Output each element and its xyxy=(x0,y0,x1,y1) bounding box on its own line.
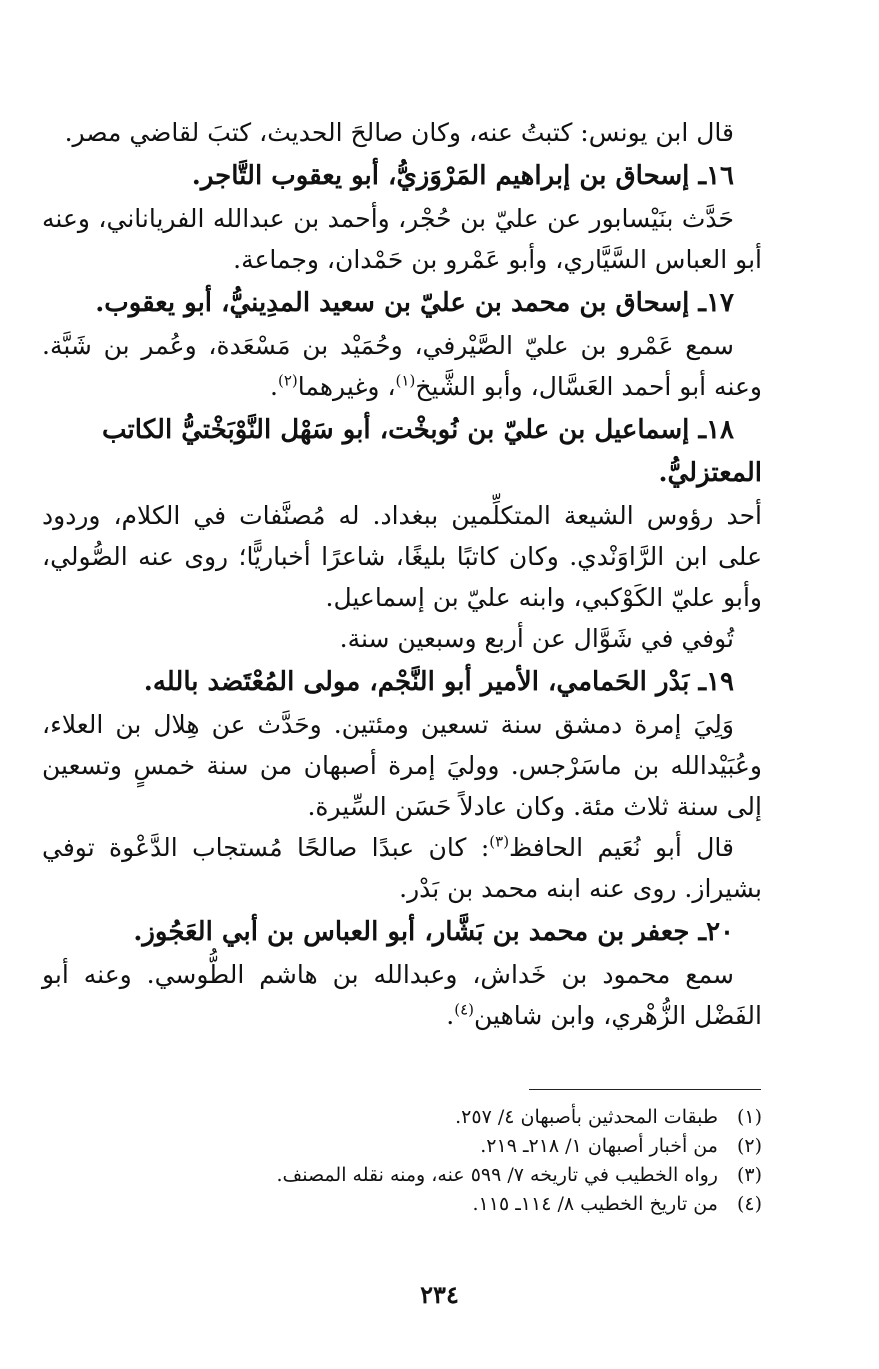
entry-body-17-text-2: ، وغيرهما xyxy=(297,372,396,401)
entry-heading-18: ١٨ـ إسماعيل بن عليّ بن نُوبخْت، أبو سَهْل النَّوْبَخْتيُّ الكاتب المعتزليُّ. xyxy=(102,415,762,488)
entry-body-19-quote-text: قال أبو نُعَيم الحافظ xyxy=(509,833,734,862)
footnote-text-1: طبقات المحدثين بأصبهان ٤/ ٢٥٧. xyxy=(455,1106,718,1128)
footnote-mark-2: (٢) xyxy=(736,1135,762,1157)
footnote-3 xyxy=(102,1161,762,1190)
entry-body-19-quote xyxy=(42,827,762,909)
entry-heading-19: ١٩ـ بَدْر الحَمامي، الأمير أبو النَّجْم، مولى المُعْتَضد بالله. xyxy=(143,667,734,697)
footnote-2 xyxy=(102,1132,762,1161)
entry-body-20-text-2: . xyxy=(446,1001,455,1030)
footnote-ref-3[interactable]: (٣) xyxy=(489,832,510,851)
entry-body-20 xyxy=(42,954,762,1036)
footnote-mark-3: (٣) xyxy=(736,1164,762,1186)
entry-heading-20: ٢٠ـ جعفر بن محمد بن بَشَّار، أبو العباس بن أبي العَجُوز. xyxy=(133,917,734,947)
footnote-ref-1[interactable]: (١) xyxy=(395,371,416,390)
footnotes xyxy=(102,1103,762,1219)
entry-body-17-text-3: . xyxy=(270,372,278,401)
entry-body-18-death: تُوفي في شَوَّال عن أربع وسبعين سنة. xyxy=(339,624,734,653)
entry-body-16: حَدَّث بنَيْسابور عن عليّ بن حُجْر، وأحمد بن عبدالله الفرياناني، وعنه أبو العباس السَّيَّاري، وأبو عَمْرو بن حَمْدان، وجماعة. xyxy=(42,204,762,274)
entry-heading-17: ١٧ـ إسحاق بن محمد بن عليّ بن سعيد المدِينيُّ، أبو يعقوب. xyxy=(95,288,734,318)
page-body xyxy=(42,112,762,1036)
footnote-text-4: من تاريخ الخطيب ٨/ ١١٤ـ ١١٥. xyxy=(472,1193,718,1215)
entry-body-17-text: سمع عَمْرو بن عليّ الصَّيْرفي، وحُمَيْد بن مَسْعَدة، وعُمر بن شَبَّة. وعنه أبو أحمد العَسَّال، وأبو الشَّيخ xyxy=(42,331,762,401)
paragraph-ibn-yunus: قال ابن يونس: كتبتُ عنه، وكان صالحَ الحديث، كتبَ لقاضي مصر. xyxy=(64,118,734,147)
footnote-text-2: من أخبار أصبهان ١/ ٢١٨ـ ٢١٩. xyxy=(480,1135,718,1157)
footnote-ref-4[interactable]: (٤) xyxy=(454,1000,475,1019)
footnote-4 xyxy=(102,1190,762,1219)
footnote-separator xyxy=(529,1089,761,1090)
entry-body-19: وَلِيَ إمرة دمشق سنة تسعين ومئتين. وحَدَّث عن هِلال بن العلاء، وعُبَيْدالله بن ماسَرْجس. ووليَ إمرة أصبهان من سنة خمسٍ وتسعين إلى سنة ثلاث مئة. وكان عادلاً حَسَن السِّيرة. xyxy=(42,710,762,821)
entry-body-19-quote-text-2: : كان عبدًا صالحًا مُستجاب الدَّعْوة توفي بشيراز. روى عنه ابنه محمد بن بَدْر. xyxy=(42,833,762,903)
footnote-mark-1: (١) xyxy=(736,1106,762,1128)
footnote-ref-2[interactable]: (٢) xyxy=(277,371,298,390)
page-number: ٢٣٤ xyxy=(420,1280,459,1309)
footnote-text-3: رواه الخطيب في تاريخه ٧/ ٥٩٩ عنه، ومنه نقله المصنف. xyxy=(276,1164,718,1186)
entry-heading-16: ١٦ـ إسحاق بن إبراهيم المَرْوَزيُّ، أبو يعقوب التَّاجر. xyxy=(191,161,734,191)
entry-body-18: أحد رؤوس الشيعة المتكلِّمين ببغداد. له مُصنَّفات في الكلام، وردود على ابن الرَّاوَنْدي. وكان كاتبًا بليغًا، شاعرًا أخباريًّا؛ روى عنه الصُّولي، وأبو عليّ الكَوْكبي، وابنه عليّ بن إسماعيل. xyxy=(42,501,762,612)
entry-body-20-text: سمع محمود بن خَداش، وعبدالله بن هاشم الطُّوسي. وعنه أبو الفَضْل الزُّهْري، وابن شاهين xyxy=(42,960,762,1030)
footnote-1 xyxy=(102,1103,762,1132)
footnote-mark-4: (٤) xyxy=(736,1193,762,1215)
entry-body-17 xyxy=(42,325,762,407)
